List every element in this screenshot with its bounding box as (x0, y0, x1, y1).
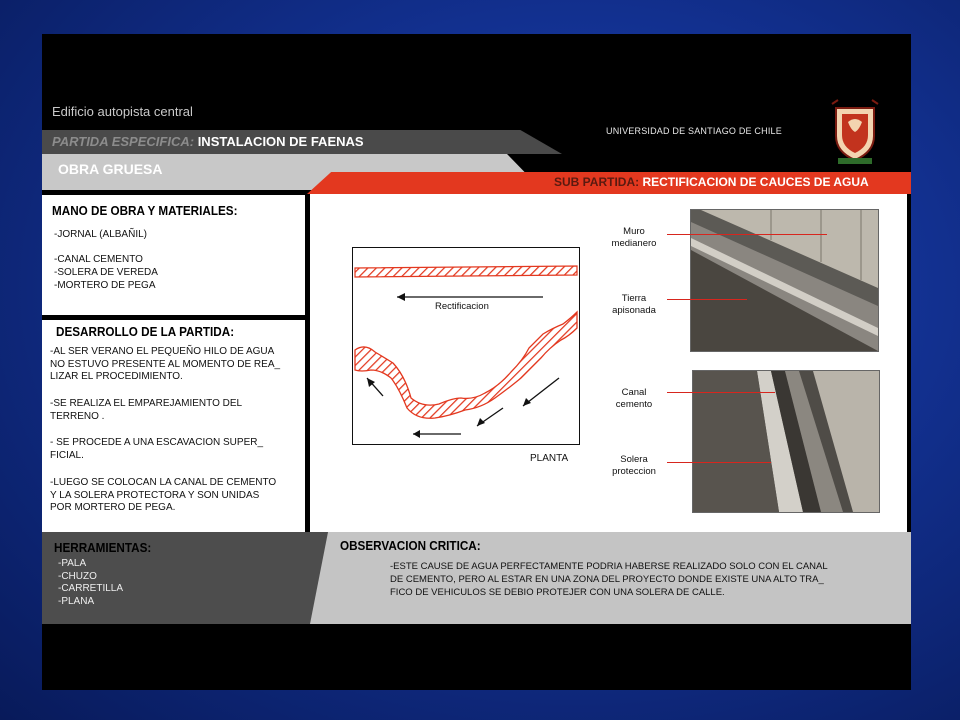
photo-label-line: Canal (621, 387, 647, 398)
desarrollo-line: NO ESTUVO PRESENTE AL MOMENTO DE REA_ (50, 358, 281, 370)
photo-label-line: apisonada (612, 305, 656, 316)
herramientas-list (58, 558, 123, 608)
university-logo-icon (828, 98, 882, 166)
desarrollo-paragraph (50, 477, 304, 515)
photo-label-line: medianero (611, 238, 657, 249)
pointer-line (667, 299, 747, 300)
desarrollo-line: -SE REALIZA EL EMPAREJAMIENTO DEL (50, 398, 243, 409)
plan-sketch (352, 247, 580, 445)
plan-sketch-drawing (353, 248, 579, 444)
desarrollo-line: -AL SER VERANO EL PEQUEÑO HILO DE AGUA (50, 346, 275, 357)
herramienta-item: -PLANA (58, 595, 95, 607)
partida-value: INSTALACION DE FAENAS (197, 134, 364, 149)
mano-item: -MORTERO DE PEGA (54, 280, 156, 291)
desarrollo-paragraph (50, 437, 304, 462)
desarrollo-paragraph (50, 398, 304, 423)
project-title: Edificio autopista central (52, 104, 193, 119)
mano-item: -CANAL CEMENTO (54, 254, 143, 265)
sub-partida-value: RECTIFICACION DE CAUCES DE AGUA (642, 175, 869, 189)
sub-partida (554, 175, 869, 189)
pointer-line (667, 462, 771, 463)
observacion-line: -ESTE CAUSE DE AGUA PERFECTAMENTE PODRIA HABERSE REALIZADO SOLO CON EL CANAL (390, 561, 828, 572)
label-canal-cemento (604, 387, 664, 411)
planta-label: PLANTA (530, 453, 569, 464)
desarrollo-line: POR MORTERO DE PEGA. (50, 502, 176, 513)
arrow-icon (413, 430, 420, 438)
photo-label-line: Tierra (621, 293, 647, 304)
desarrollo-line: FICIAL. (50, 449, 84, 461)
pointer-line (667, 234, 827, 235)
label-solera-proteccion (604, 454, 664, 478)
herramienta-item: -PALA (58, 558, 87, 569)
sub-partida-label: SUB PARTIDA: (554, 175, 640, 189)
obra-gruesa-label: OBRA GRUESA (58, 161, 163, 177)
desarrollo-title: DESARROLLO DE LA PARTIDA: (56, 324, 235, 339)
desarrollo-panel (42, 320, 305, 532)
university-name: UNIVERSIDAD DE SANTIAGO DE CHILE (606, 126, 782, 136)
photo-label-line: Muro (623, 226, 645, 237)
arrow-icon (477, 418, 485, 426)
arrow-left-icon (397, 293, 405, 301)
mano-de-obra-panel (42, 195, 305, 315)
slide (42, 34, 911, 690)
label-tierra-apisonada (604, 293, 664, 317)
irregular-channel (355, 312, 577, 418)
photo-1-image (691, 210, 878, 351)
desarrollo-line: LIZAR EL PROCEDIMIENTO. (50, 371, 183, 382)
mano-item: -JORNAL (ALBAÑIL) (54, 229, 147, 240)
arrow-icon (523, 398, 531, 406)
observacion-title: OBSERVACION CRITICA: (340, 538, 481, 553)
photo-label-line: Solera (620, 454, 648, 465)
rectified-channel-band (355, 266, 577, 277)
desarrollo-line: -LUEGO SE COLOCAN LA CANAL DE CEMENTO (50, 477, 277, 488)
partida-especifica (52, 134, 364, 149)
herramienta-item: -CHUZO (58, 570, 97, 582)
desarrollo-paragraph (50, 346, 304, 384)
photo-label-line: proteccion (612, 466, 656, 477)
observacion-line: FICO DE VEHICULOS SE DEBIO PROTEJER CON UNA SOLERA DE CALLE. (390, 587, 725, 598)
photo-label-line: cemento (615, 399, 653, 410)
desarrollo-line: - SE PROCEDE A UNA ESCAVACION SUPER_ (50, 437, 264, 448)
observacion-line: DE CEMENTO, PERO AL ESTAR EN UNA ZONA DEL PROYECTO DONDE EXISTE UNA ALTO TRA_ (390, 574, 824, 585)
observacion-text (390, 560, 828, 599)
mano-item: -SOLERA DE VEREDA (54, 267, 158, 278)
desarrollo-line: Y LA SOLERA PROTECTORA Y SON UNIDAS (50, 489, 260, 501)
desarrollo-line: TERRENO . (50, 410, 105, 422)
partida-label: PARTIDA ESPECIFICA: (52, 134, 195, 149)
label-muro-medianero (604, 226, 664, 250)
herramienta-item: -CARRETILLA (58, 583, 124, 594)
rectificacion-label: Rectificacion (435, 301, 489, 312)
herramientas-title: HERRAMIENTAS: (54, 540, 152, 555)
pointer-line (667, 392, 775, 393)
photo-muro-tierra (690, 209, 879, 352)
mano-de-obra-title: MANO DE OBRA Y MATERIALES: (52, 203, 238, 218)
